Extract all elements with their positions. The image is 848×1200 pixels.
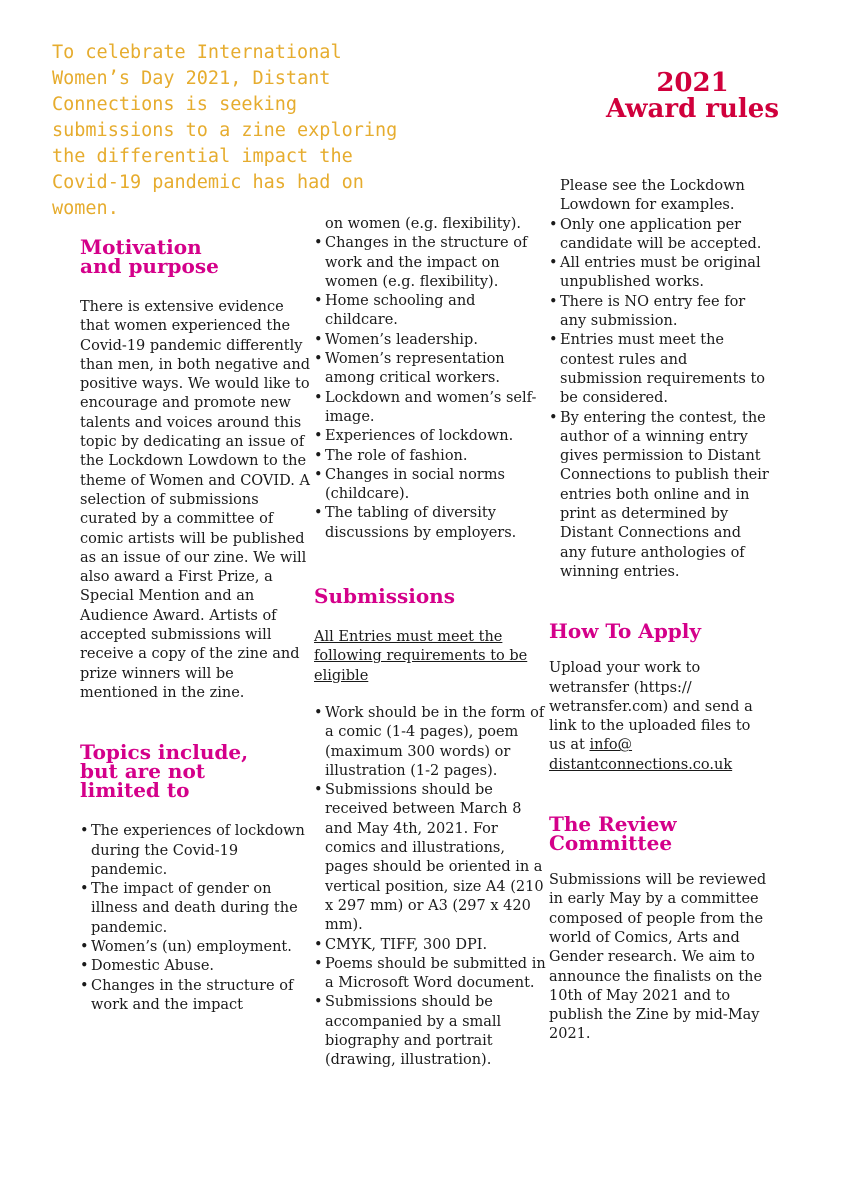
column-1 [80,235,315,1015]
list-item: • Women’s leadership. [314,331,549,350]
list-item: • Work should be in the form of a comic (1-4 pages), poem (maximum 300 words) or illustration (1-2 pages). [314,704,549,781]
list-item: • Experiences of lockdown. [314,427,549,446]
topics-list [80,822,315,1015]
list-item: • Women’s representation among critical workers. [314,350,549,389]
submissions-intro: All Entries must meet the following requirements to be eligible [314,629,528,684]
how-to-apply-text: Upload your work to wetransfer (https:// wetransfer.com) and send a link to the uploaded files to us at [549,660,753,754]
review-committee-body: Submissions will be reviewed in early May by a committee composed of people from the world of Comics, Arts and Gender research. We aim to announce the finalists on the 10th of May 2021 and to publish the Zine by mid-May 2021. [549,872,767,1043]
list-item: • CMYK, TIFF, 300 DPI. [314,936,549,955]
list-item: • Home schooling and childcare. [314,292,549,331]
review-committee-heading: The Review Committee [549,812,677,856]
list-item: • Poems should be submitted in a Microsoft Word document. [314,955,549,994]
list-item: • Domestic Abuse. [80,957,315,976]
list-item: • By entering the contest, the author of a winning entry gives permission to Distant Connections to publish their entries both online and in print as determined by Distant Connections and any future anthologies of winning entries. [549,409,769,583]
column-2 [314,215,549,1071]
submissions-continuation: Please see the Lockdown Lowdown for examples. [560,178,745,214]
submissions-list-continued [549,216,769,583]
list-item: • Changes in the structure of work and the impact on women (e.g. flexibility). [314,234,549,292]
list-item: • Women’s (un) employment. [80,938,315,957]
topics-heading: Topics include, but are not limited to [80,740,249,803]
motivation-heading: Motivation and purpose [80,235,219,278]
list-item: • The role of fashion. [314,447,549,466]
list-item: • All entries must be original unpublished works. [549,254,769,293]
list-item: • The impact of gender on illness and death during the pandemic. [80,880,315,938]
list-item: • Submissions should be received between March 8 and May 4th, 2021. For comics and illustrations, pages should be oriented in a vertical position, size A4 (210 x 297 mm) or A3 (297 x 420 mm). [314,781,549,935]
list-item: • The tabling of diversity discussions by employers. [314,504,549,543]
list-item: • There is NO entry fee for any submission. [549,293,769,332]
motivation-body: There is extensive evidence that women experienced the Covid-19 pandemic differently than men, in both negative and positive ways. We would like to encourage and promote new talents and voices around this topic by dedicating an issue of the Lockdown Lowdown to the theme of Women and COVID. A selection of submissions curated by a committee of comic artists will be published as an issue of our zine. We will also award a First Prize, a Special Mention and an Audience Award. Artists of accepted submissions will receive a copy of the zine and prize winners will be mentioned in the zine. [80,299,310,701]
submissions-list [314,704,549,1071]
list-item: • Changes in social norms (childcare). [314,466,549,505]
how-to-apply-heading: How To Apply [549,619,702,644]
list-item: • Only one application per candidate will be accepted. [549,216,769,255]
intro-text: To celebrate International Women’s Day 2021, Distant Connections is seeking submissions to a zine exploring the differential impact the Covid-19 pandemic has had on women. [52,42,398,219]
award-year: 2021 [656,68,729,98]
list-item: • Entries must meet the contest rules and submission requirements to be considered. [549,331,769,408]
award-label: Award rules [606,94,779,124]
topics-list-continued [314,234,549,543]
list-item: • Lockdown and women’s self-image. [314,389,549,428]
list-item: • The experiences of lockdown during the Covid-19 pandemic. [80,822,315,880]
topics-continuation: on women (e.g. flexibility). [325,216,521,232]
how-to-apply-body [549,659,769,775]
email-link[interactable]: info@ distantconnections.co.uk [549,737,733,773]
list-item: • Changes in the structure of work and the impact [80,977,315,1016]
award-rules-title [585,70,800,122]
submissions-heading: Submissions [314,584,455,609]
list-item: • Submissions should be accompanied by a small biography and portrait (drawing, illustration). [314,993,549,1070]
column-3 [549,177,769,1045]
